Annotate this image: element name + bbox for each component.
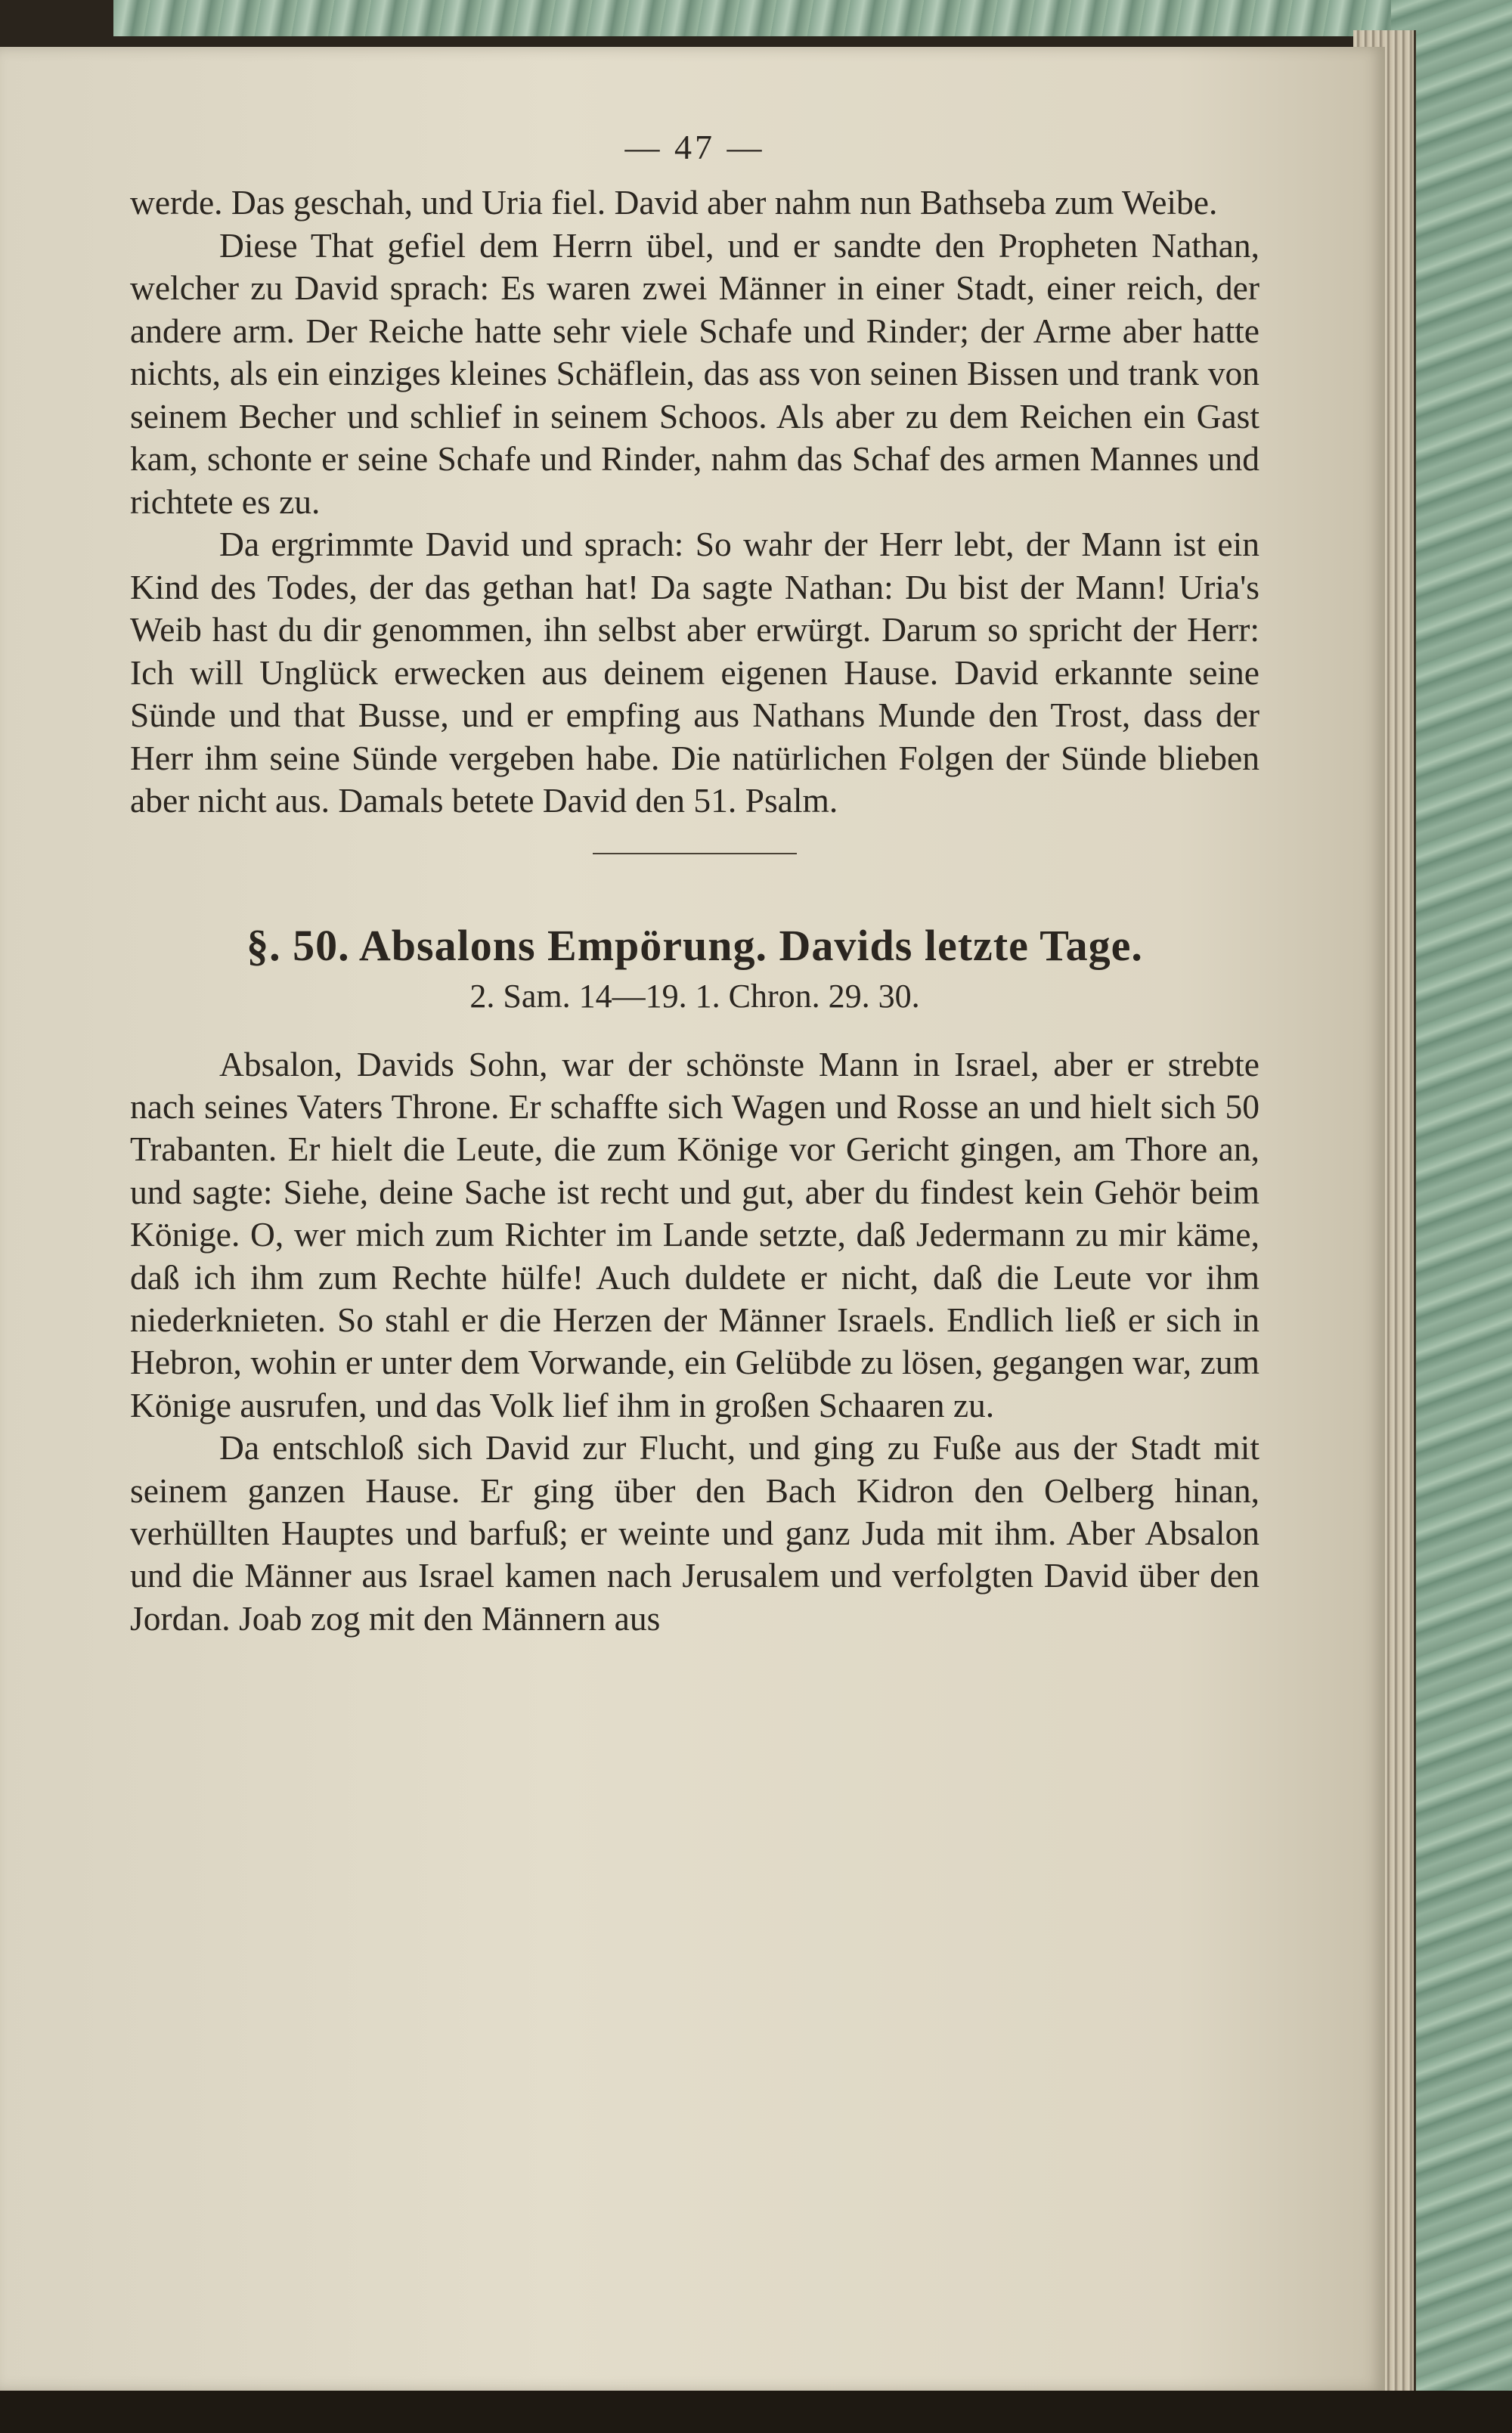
paragraph: Absalon, Davids Sohn, war der schönste Mann in Israel, aber er strebte nach seines Vaters Throne. Er schaffte sich Wagen und Rosse an und hielt sich 50 Trabanten. Er hielt die Leute, die zum Könige vor Gericht gingen, am Thore an, und sagte: Siehe, deine Sache ist recht und gut, aber du findest kein Gehör beim Könige. O, wer mich zum Richter im Lande setzte, daß Jedermann zu mir käme, daß ich ihm zum Rechte hülfe! Auch duldete er nicht, daß die Leute vor ihm niederknieten. So stahl er die Herzen der Männer Israels. Endlich ließ er sich in Hebron, wohin er unter dem Vorwande, ein Gelübde zu lösen, gegangen war, zum Könige ausrufen, und das Volk lief ihm in großen Schaaren zu. [130,1044,1259,1424]
page-content [130,121,1259,1640]
paragraph: Da ergrimmte David und sprach: So wahr der Herr lebt, der Mann ist ein Kind des Todes, der das gethan hat! Da sagte Nathan: Du bist der Mann! Uria's Weib hast du dir genommen, ihn selbst aber erwürgt. Darum so spricht der Herr: Ich will Unglück erwecken aus deinem eigenen Hause. David erkannte seine Sünde und that Busse, und er empfing aus Nathans Munde den Trost, dass der Herr ihm seine Sünde vergeben habe. Die natürlichen Folgen der Sünde blieben aber nicht aus. Damals betete David den 51. Psalm. [130,525,1259,820]
scripture-references: 2. Sam. 14—19. 1. Chron. 29. 30. [469,977,920,1015]
section-heading: §. 50. Absalons Empörung. Davids letzte Tage. [246,920,1143,970]
upper-text-block [130,181,1259,823]
page-number: — 47 — [624,128,765,166]
section-divider [593,853,797,854]
scan-background [0,2391,1512,2433]
paragraph: Diese That gefiel dem Herrn übel, und er sandte den Propheten Nathan, welcher zu David sprach: Es waren zwei Männer in einer Stadt, einer reich, der andere arm. Der Reiche hatte sehr viele Schafe und Rinder; der Arme aber hatte nichts, als ein einziges kleines Schäflein, das ass von seinen Bissen und trank von seinem Becher und schlief in seinem Schoos. Als aber zu dem Reichen ein Gast kam, schonte er seine Schafe und Rinder, nahm das Schaf des armen Mannes und richtete es zu. [130,225,1259,521]
book-cover-top [113,0,1512,36]
paragraph: Da entschloß sich David zur Flucht, und ging zu Fuße aus der Stadt mit seinem ganzen Hause. Er ging über den Bach Kidron den Oelberg hinan, verhüllten Hauptes und barfuß; er weinte und ganz Juda mit ihm. Aber Absalon und die Männer aus Israel kamen nach Jerusalem und verfolgten David über den Jordan. Joab zog mit den Männern aus [130,1428,1259,1638]
paragraph: werde. Das geschah, und Uria fiel. David aber nahm nun Bathseba zum Weibe. [130,183,1218,222]
lower-text-block [130,1043,1259,1641]
